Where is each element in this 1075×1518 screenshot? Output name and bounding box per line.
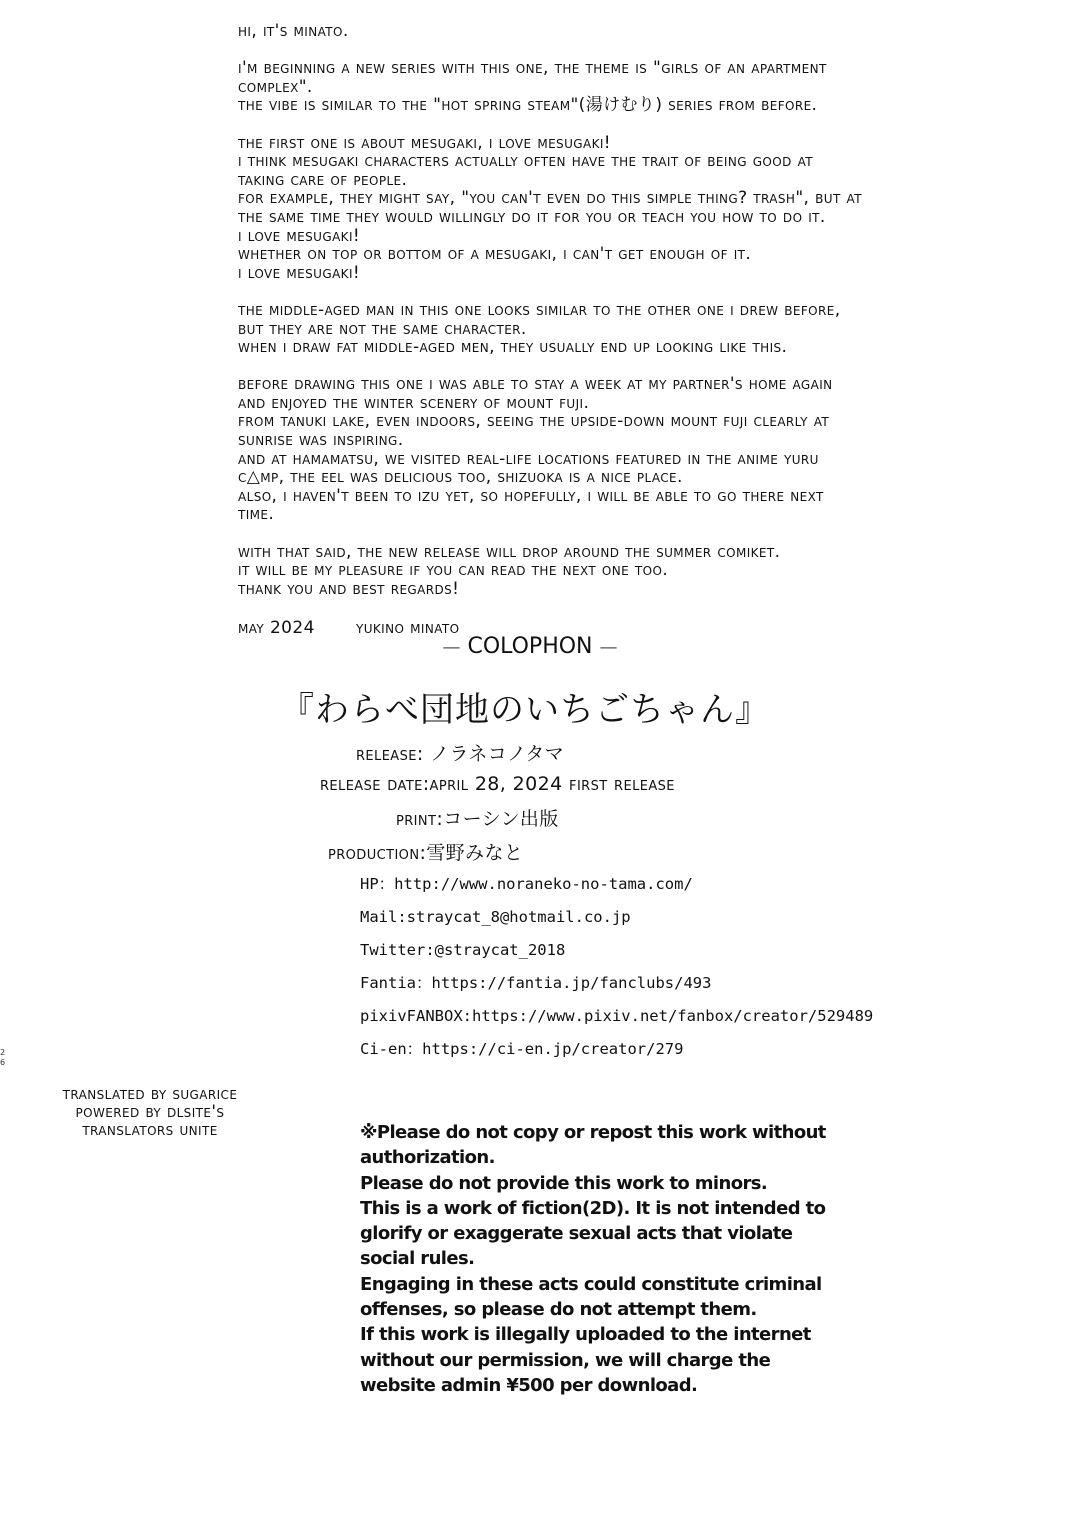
credit-print [396,804,559,831]
credit-production [328,838,523,865]
notice-line: without our permission, we will charge the [360,1349,771,1371]
afterword-line: for example, they might say, "you can't even do this simple thing? trash", but at [238,188,862,209]
credit-release-label: release: [356,743,424,765]
page-number-digit: 2 [0,1048,6,1057]
credit-release-date [320,773,675,795]
afterword-line: and enjoyed the winter scenery of mount fuji. [238,392,590,413]
afterword-line: c△mp, the eel was delicious too, shizuoka is a nice place. [238,467,683,488]
credit-production-value: 雪野みなと [426,842,524,864]
link-homepage[interactable]: HP：http://www.noraneko-no-tama.com/ [360,875,693,893]
afterword-line: i'm beginning a new series with this one, the theme is "girls of an apartment [238,58,827,79]
afterword-line: but they are not the same character. [238,318,527,339]
afterword-line: it will be my pleasure if you can read the next one too. [238,560,669,581]
contact-links [360,872,873,1070]
afterword-line: thank you and best regards! [238,578,460,599]
credit-release-value: ノラネコノタマ [430,743,565,765]
page-number [0,1048,8,1068]
notice-line: This is a work of fiction(2D). It is not intended to [360,1197,826,1219]
afterword-line: and at hamamatsu, we visited real-life locations featured in the anime yuru [238,448,819,469]
link-pixiv-fanbox[interactable]: pixivFANBOX:https://www.pixiv.net/fanbox/creator/529489 [360,1007,874,1025]
copyright-notice [360,1120,826,1398]
notice-line: ※Please do not copy or repost this work without [360,1122,826,1143]
heading-dash-left: — [442,637,461,658]
afterword-line: hi, it's minato. [238,21,349,41]
afterword-paragraph [238,543,1028,599]
afterword-line: i love mesugaki! [238,262,361,283]
afterword-paragraph [238,375,1028,524]
afterword-line: the vibe is similar to the "hot spring steam"(湯けむり) series from before. [238,95,818,116]
afterword-paragraph [238,134,1028,283]
credit-production-label: production: [328,842,427,864]
afterword-line: time. [238,504,275,525]
afterword-line: the first one is about mesugaki, i love mesugaki! [238,132,611,153]
link-ci-en[interactable]: Ci-en：https://ci-en.jp/creator/279 [360,1040,684,1058]
notice-line: If this work is illegally uploaded to the internet [360,1324,811,1346]
work-title: 『わらべ団地のいちごちゃん』 [280,690,770,730]
afterword-line: complex". [238,76,313,97]
signature-date: may 2024 [238,618,315,638]
page-number-digit: 6 [0,1058,6,1067]
notice-line: authorization. [360,1147,495,1169]
signature-name: yukino minato [356,618,460,638]
credit-print-label: print: [396,808,444,830]
notice-line: Please do not provide this work to minors. [360,1172,768,1194]
afterword-line: the same time they would willingly do it for you or teach you how to do it. [238,206,826,227]
credits-line: powered by dlsite's [75,1102,225,1122]
afterword-text [238,22,1028,617]
afterword-line: when i draw fat middle-aged men, they usually end up looking like this. [238,337,788,358]
credit-release [356,739,564,766]
afterword-line: i think mesugaki characters actually often have the trait of being good at [238,151,813,172]
notice-line: social rules. [360,1248,475,1270]
afterword-paragraph [238,22,1028,41]
link-twitter[interactable]: Twitter:@straycat_2018 [360,941,566,959]
notice-line: Engaging in these acts could constitute criminal [360,1273,822,1295]
link-mail[interactable]: Mail:straycat_8@hotmail.co.jp [360,908,631,926]
afterword-line: also, i haven't been to izu yet, so hopefully, i will be able to go there next [238,485,824,506]
afterword-line: whether on top or bottom of a mesugaki, i can't get enough of it. [238,244,752,265]
afterword-line: the middle-aged man in this one looks similar to the other one i drew before, [238,299,841,320]
notice-line: glorify or exaggerate sexual acts that violate [360,1223,793,1245]
afterword-line: with that said, the new release will drop around the summer comiket. [238,541,781,562]
afterword-paragraph [238,301,1028,357]
translator-credits [30,1085,270,1139]
credits-line: translators unite [82,1120,218,1140]
afterword-paragraph [238,59,1028,115]
colophon-heading-text: COLOPHON [467,634,593,659]
afterword-line: sunrise was inspiring. [238,430,404,451]
credit-print-value: コーシン出版 [443,808,559,830]
credit-release-date-value: april 28, 2024 first release [429,773,675,795]
afterword-line: from tanuki lake, even indoors, seeing the upside-down mount fuji clearly at [238,411,830,432]
notice-line: offenses, so please do not attempt them. [360,1299,757,1321]
credit-release-date-label: release date: [320,773,430,795]
heading-dash-right: — [599,637,618,658]
notice-line: website admin ¥500 per download. [360,1374,698,1396]
credits-line: translated by sugarice [62,1084,238,1104]
colophon-heading [0,634,1060,659]
afterword-line: before drawing this one i was able to stay a week at my partner's home again [238,374,833,395]
afterword-line: i love mesugaki! [238,225,361,246]
link-fantia[interactable]: Fantia：https://fantia.jp/fanclubs/493 [360,974,712,992]
afterword-line: taking care of people. [238,169,408,190]
